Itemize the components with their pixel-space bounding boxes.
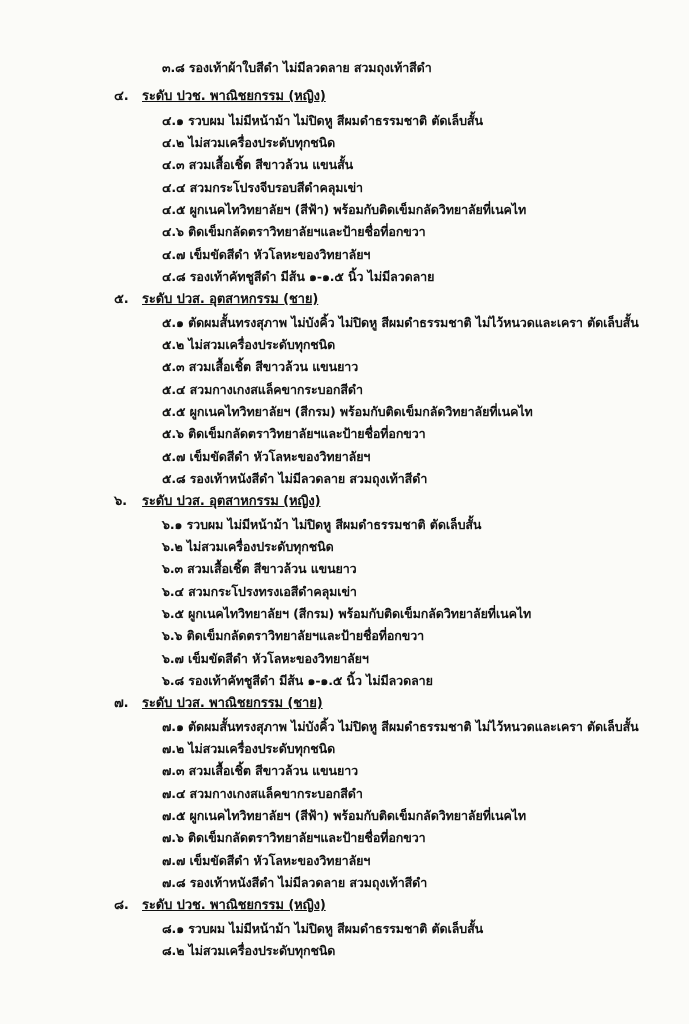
section-heading [114, 494, 321, 510]
list-item: ๔.๖ ติดเข็มกลัดตราวิทยาลัยฯและป้ายชื่อที่อกขวา [162, 224, 426, 239]
list-item: ๕.๘ รองเท้าหนังสีดำ ไม่มีลวดลาย สวมถุงเท้าสีดำ [162, 471, 428, 486]
list-item: ๗.๘ รองเท้าหนังสีดำ ไม่มีลวดลาย สวมถุงเท้าสีดำ [162, 875, 428, 890]
list-item: ๔.๒ ไม่สวมเครื่องประดับทุกชนิด [162, 135, 336, 150]
section-title: ระดับ ปวส. อุตสาหกรรม (หญิง) [142, 494, 321, 509]
section-number: ๖. [114, 494, 127, 509]
list-item: ๕.๗ เข็มขัดสีดำ หัวโลหะของวิทยาลัยฯ [162, 449, 371, 464]
list-item: ๕.๒ ไม่สวมเครื่องประดับทุกชนิด [162, 337, 336, 352]
section-title: ระดับ ปวช. พาณิชยกรรม (หญิง) [142, 89, 326, 104]
section-heading [114, 696, 323, 712]
list-item: ๖.๒ ไม่สวมเครื่องประดับทุกชนิด [162, 539, 334, 554]
list-item: ๗.๑ ตัดผมสั้นทรงสุภาพ ไม่บังคิ้ว ไม่ปิดหู สีผมดำธรรมชาติ ไม่ไว้หนวดและเครา ตัดเล็บสั้น [162, 719, 639, 734]
list-item: ๘.๑ รวบผม ไม่มีหน้าม้า ไม่ปิดหู สีผมดำธรรมชาติ ตัดเล็บสั้น [162, 921, 484, 936]
list-item: ๖.๔ สวมกระโปรงทรงเอสีดำคลุมเข่า [162, 584, 357, 599]
list-item: ๗.๒ ไม่สวมเครื่องประดับทุกชนิด [162, 741, 336, 756]
section-title: ระดับ ปวส. พาณิชยกรรม (ชาย) [142, 696, 323, 711]
list-item: ๗.๕ ผูกเนคไทวิทยาลัยฯ (สีฟ้า) พร้อมกับติดเข็มกลัดวิทยาลัยที่เนคไท [162, 808, 527, 823]
section-heading [114, 292, 318, 308]
section-heading [114, 89, 326, 105]
section-title: ระดับ ปวช. พาณิชยกรรม (หญิง) [142, 898, 326, 913]
list-item: ๗.๖ ติดเข็มกลัดตราวิทยาลัยฯและป้ายชื่อที่อกขวา [162, 830, 426, 845]
list-item: ๗.๗ เข็มขัดสีดำ หัวโลหะของวิทยาลัยฯ [162, 853, 371, 868]
list-item: ๔.๘ รองเท้าคัทชูสีดำ มีส้น ๑-๑.๕ นิ้ว ไม่มีลวดลาย [162, 269, 435, 284]
section-number: ๔. [114, 89, 129, 104]
list-item: ๗.๔ สวมกางเกงสแล็คขากระบอกสีดำ [162, 786, 363, 801]
list-item: ๔.๓ สวมเสื้อเชิ้ต สีขาวล้วน แขนสั้น [162, 157, 354, 172]
list-item: ๔.๗ เข็มขัดสีดำ หัวโลหะของวิทยาลัยฯ [162, 247, 371, 262]
list-item: ๕.๑ ตัดผมสั้นทรงสุภาพ ไม่บังคิ้ว ไม่ปิดหู สีผมดำธรรมชาติ ไม่ไว้หนวดและเครา ตัดเล็บสั้น [162, 315, 639, 330]
list-item: ๖.๖ ติดเข็มกลัดตราวิทยาลัยฯและป้ายชื่อที่อกขวา [162, 628, 425, 643]
section-number: ๗. [114, 696, 129, 711]
list-item: ๕.๕ ผูกเนคไทวิทยาลัยฯ (สีกรม) พร้อมกับติดเข็มกลัดวิทยาลัยที่เนคไท [162, 404, 533, 419]
list-item: ๘.๒ ไม่สวมเครื่องประดับทุกชนิด [162, 943, 336, 958]
section-heading [114, 898, 326, 914]
list-item: ๓.๘ รองเท้าผ้าใบสีดำ ไม่มีลวดลาย สวมถุงเท้าสีดำ [162, 60, 432, 75]
section-number: ๘. [114, 898, 129, 913]
list-item: ๖.๕ ผูกเนคไทวิทยาลัยฯ (สีกรม) พร้อมกับติดเข็มกลัดวิทยาลัยที่เนคไท [162, 606, 532, 621]
list-item: ๖.๓ สวมเสื้อเชิ้ต สีขาวล้วน แขนยาว [162, 561, 357, 576]
list-item: ๕.๓ สวมเสื้อเชิ้ต สีขาวล้วน แขนยาว [162, 359, 359, 374]
list-item: ๖.๑ รวบผม ไม่มีหน้าม้า ไม่ปิดหู สีผมดำธรรมชาติ ตัดเล็บสั้น [162, 517, 482, 532]
list-item: ๗.๓ สวมเสื้อเชิ้ต สีขาวล้วน แขนยาว [162, 763, 359, 778]
list-item: ๔.๑ รวบผม ไม่มีหน้าม้า ไม่ปิดหู สีผมดำธรรมชาติ ตัดเล็บสั้น [162, 113, 483, 128]
list-item: ๕.๔ สวมกางเกงสแล็คขากระบอกสีดำ [162, 382, 363, 397]
list-item: ๕.๖ ติดเข็มกลัดตราวิทยาลัยฯและป้ายชื่อที่อกขวา [162, 426, 426, 441]
section-number: ๕. [114, 292, 129, 307]
list-item: ๖.๗ เข็มขัดสีดำ หัวโลหะของวิทยาลัยฯ [162, 651, 369, 666]
list-item: ๔.๔ สวมกระโปรงจีบรอบสีดำคลุมเข่า [162, 180, 363, 195]
list-item: ๖.๘ รองเท้าคัทชูสีดำ มีส้น ๑-๑.๕ นิ้ว ไม่มีลวดลาย [162, 673, 433, 688]
list-item: ๔.๕ ผูกเนคไทวิทยาลัยฯ (สีฟ้า) พร้อมกับติดเข็มกลัดวิทยาลัยที่เนคไท [162, 202, 527, 217]
section-title: ระดับ ปวส. อุตสาหกรรม (ชาย) [142, 292, 319, 307]
